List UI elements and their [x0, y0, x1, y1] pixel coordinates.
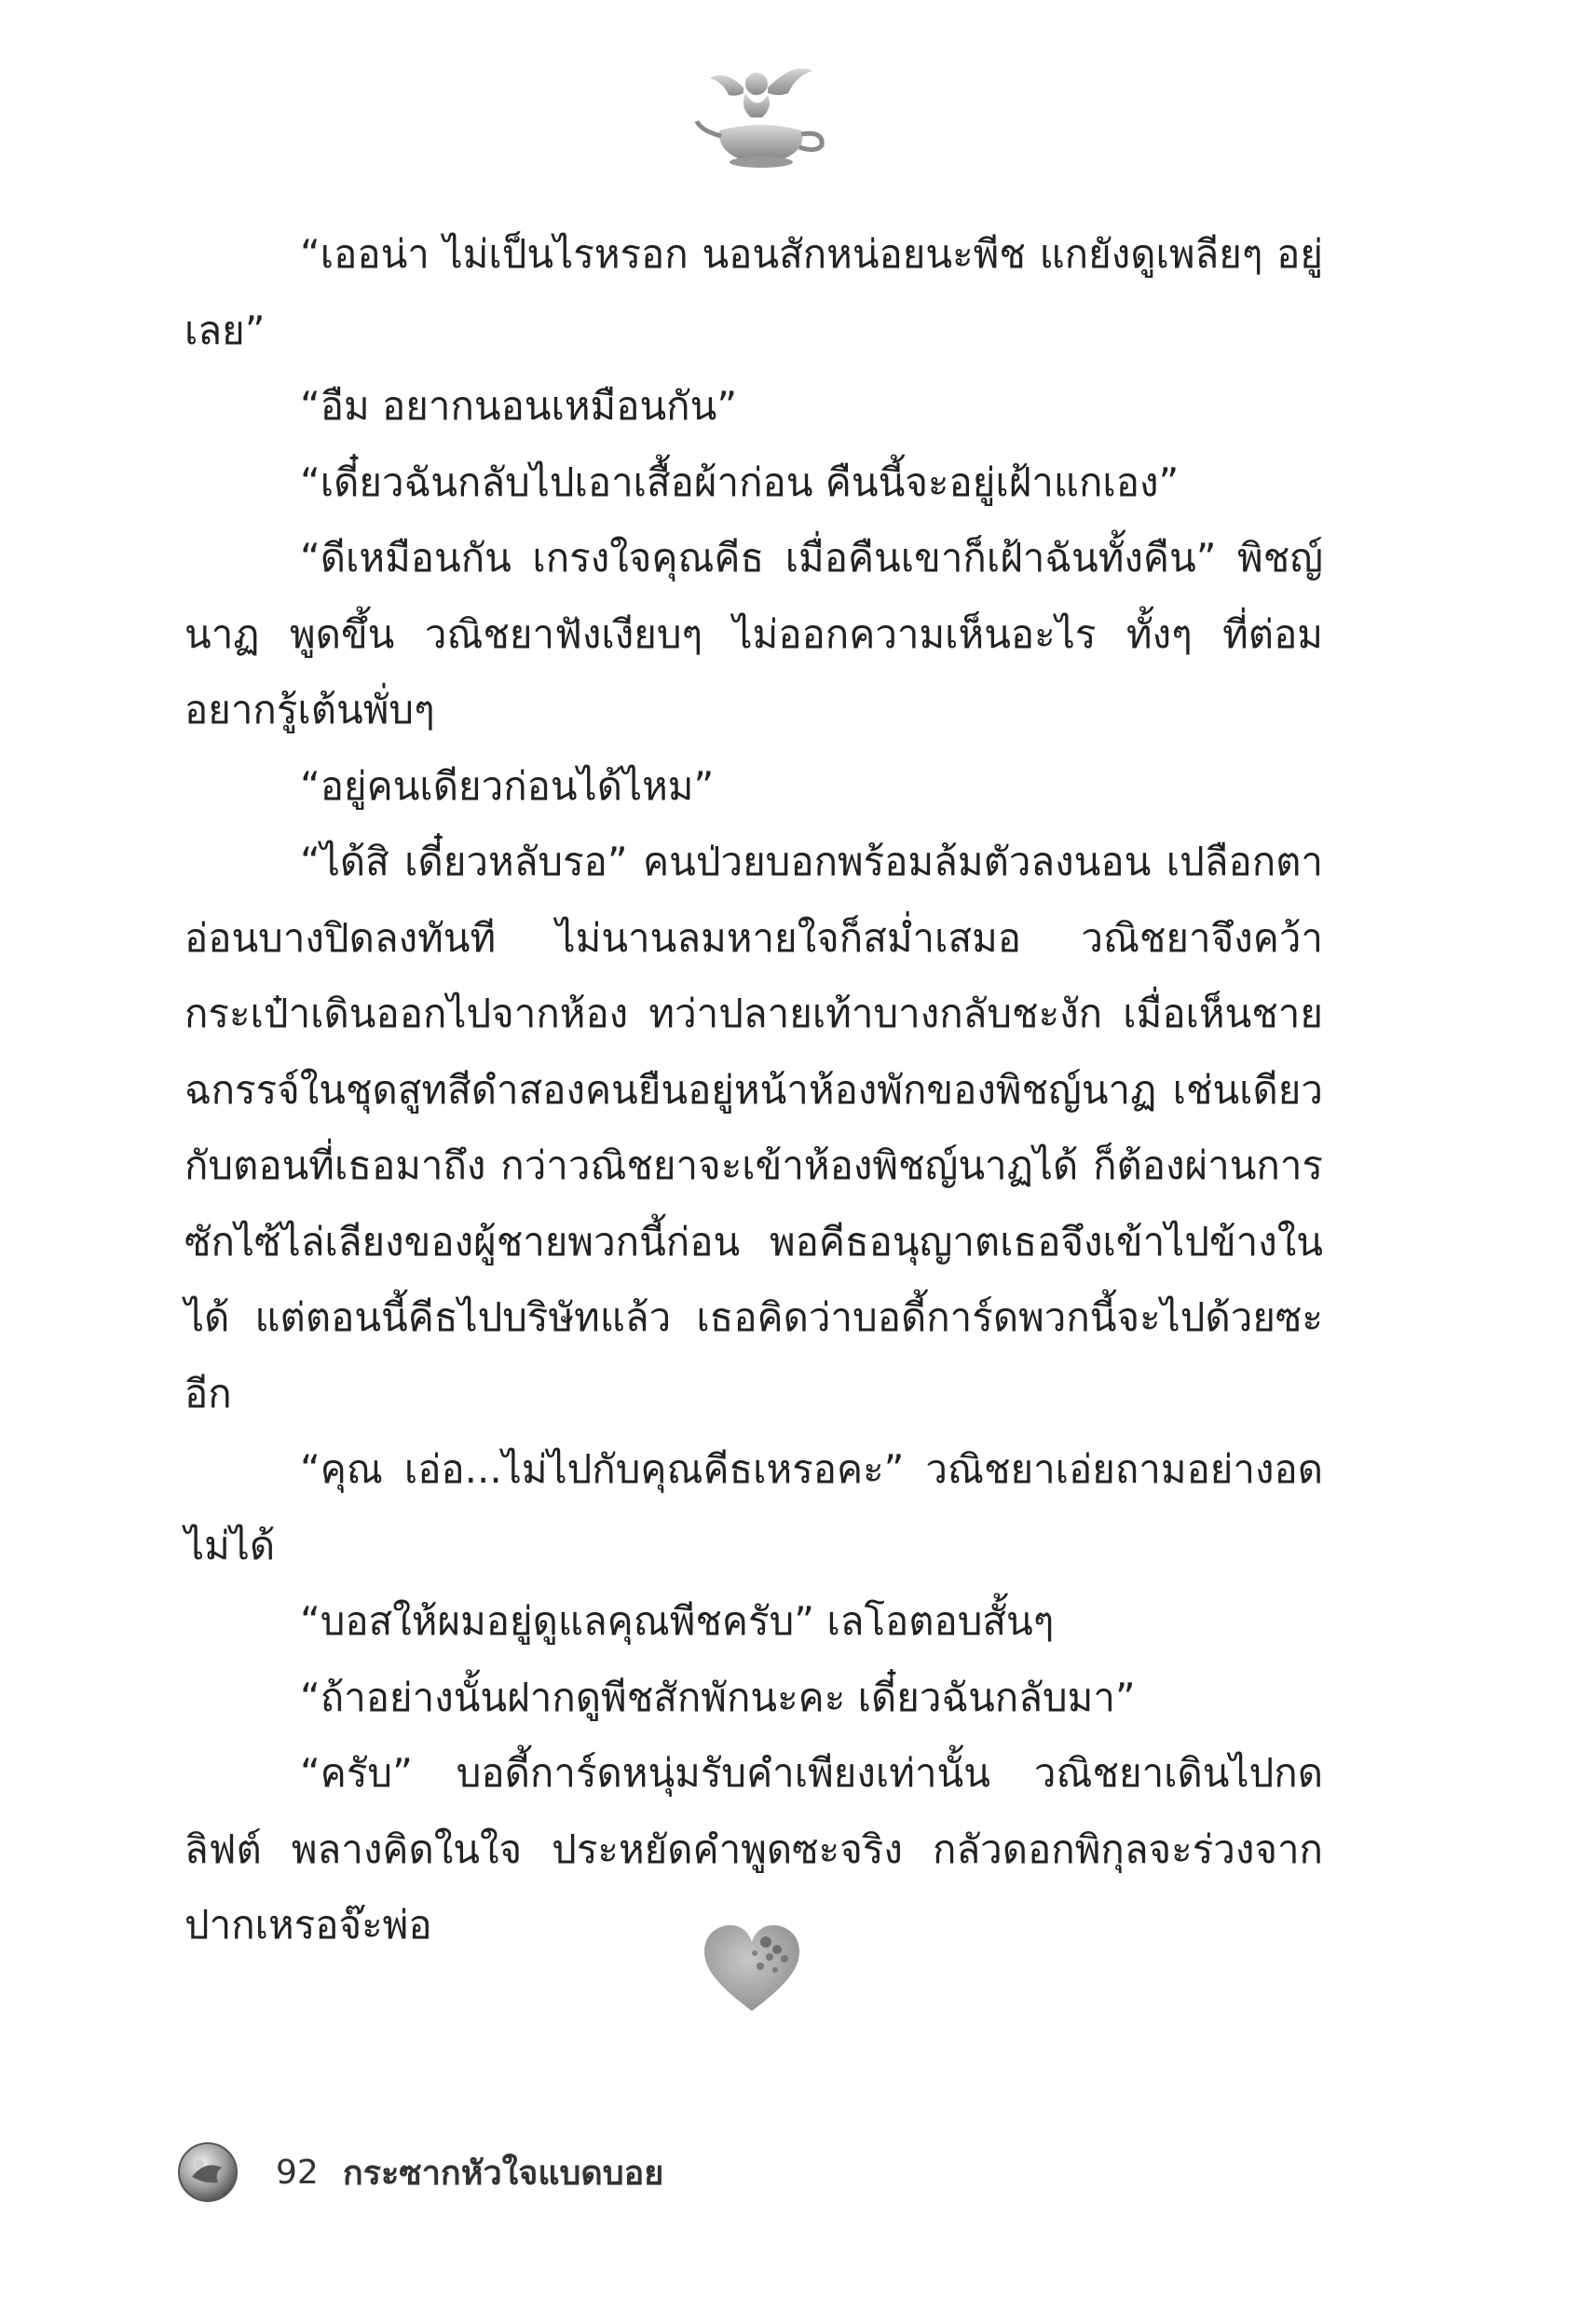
paragraph: “คุณ เอ่อ...ไม่ไปกับคุณคีธเหรอคะ” วณิชยาเอ่ยถามอย่างอดไม่ได้ — [184, 1446, 1323, 1568]
paragraph: “อยู่คนเดียวก่อนได้ไหม” — [300, 762, 715, 809]
paragraph: “ได้สิ เดี๋ยวหลับรอ” คนป่วยบอกพร้อมล้มตัวลงนอน เปลือกตาอ่อนบางปิดลงทันที ไม่นานลมหายใจก็สม่ำเสมอ วณิชยาจึงคว้ากระเป๋าเดินออกไปจากห้อง ทว่าปลายเท้าบางกลับชะงัก เมื่อเห็นชายฉกรรจ์ในชุดสูทสีดำสองคนยืนอยู่หน้าห้องพักของพิชญ์นาฏ เช่นเดียวกับตอนที่เธอมาถึง กว่าวณิชยาจะเข้าห้องพิชญ์นาฏได้ ก็ต้องผ่านการซักไซ้ไล่เลียงของผู้ชายพวกนี้ก่อน พอคีธอนุญาตเธอจึงเข้าไปข้างในได้ แต่ตอนนี้คีธไปบริษัทแล้ว เธอคิดว่าบอดี้การ์ดพวกนี้จะไปด้วยซะอีก — [184, 839, 1323, 1416]
emblem-icon — [177, 2141, 239, 2203]
paragraph: “ถ้าอย่างนั้นฝากดูพีชสักพักนะคะ เดี๋ยวฉันกลับมา” — [300, 1674, 1136, 1720]
book-title: กระซากหัวใจแบดบอย — [342, 2154, 664, 2193]
cupid-teapot-icon — [691, 56, 831, 177]
paragraph: “เดี๋ยวฉันกลับไปเอาเสื้อผ้าก่อน คืนนี้จะอยู่เฝ้าแกเอง” — [300, 458, 1180, 505]
page-number: 92 — [276, 2153, 319, 2192]
paragraph: “บอสให้ผมอยู่ดูแลคุณพีชครับ” เลโอตอบสั้นๆ — [300, 1598, 1055, 1644]
paragraph: “เออน่า ไม่เป็นไรหรอก นอนสักหน่อยนะพีช แกยังดูเพลียๆ อยู่เลย” — [184, 231, 1323, 353]
body-text — [184, 216, 1323, 1963]
page-footer — [177, 2140, 663, 2205]
heart-icon — [701, 1921, 803, 2015]
paragraph: “อืม อยากนอนเหมือนกัน” — [300, 383, 738, 429]
paragraph: “ดีเหมือนกัน เกรงใจคุณคีธ เมื่อคืนเขาก็เฝ้าฉันทั้งคืน” พิชญ์นาฏ พูดขึ้น วณิชยาฟังเงียบๆ ไม่ออกความเห็นอะไร ทั้งๆ ที่ต่อมอยากรู้เต้นพั่บๆ — [184, 535, 1323, 732]
paragraph: “ครับ” บอดี้การ์ดหนุ่มรับคำเพียงเท่านั้น วณิชยาเดินไปกดลิฟต์ พลางคิดในใจ ประหยัดคำพูดซะจริง กลัวดอกพิกุลจะร่วงจากปากเหรอจ๊ะพ่อ — [184, 1750, 1323, 1948]
